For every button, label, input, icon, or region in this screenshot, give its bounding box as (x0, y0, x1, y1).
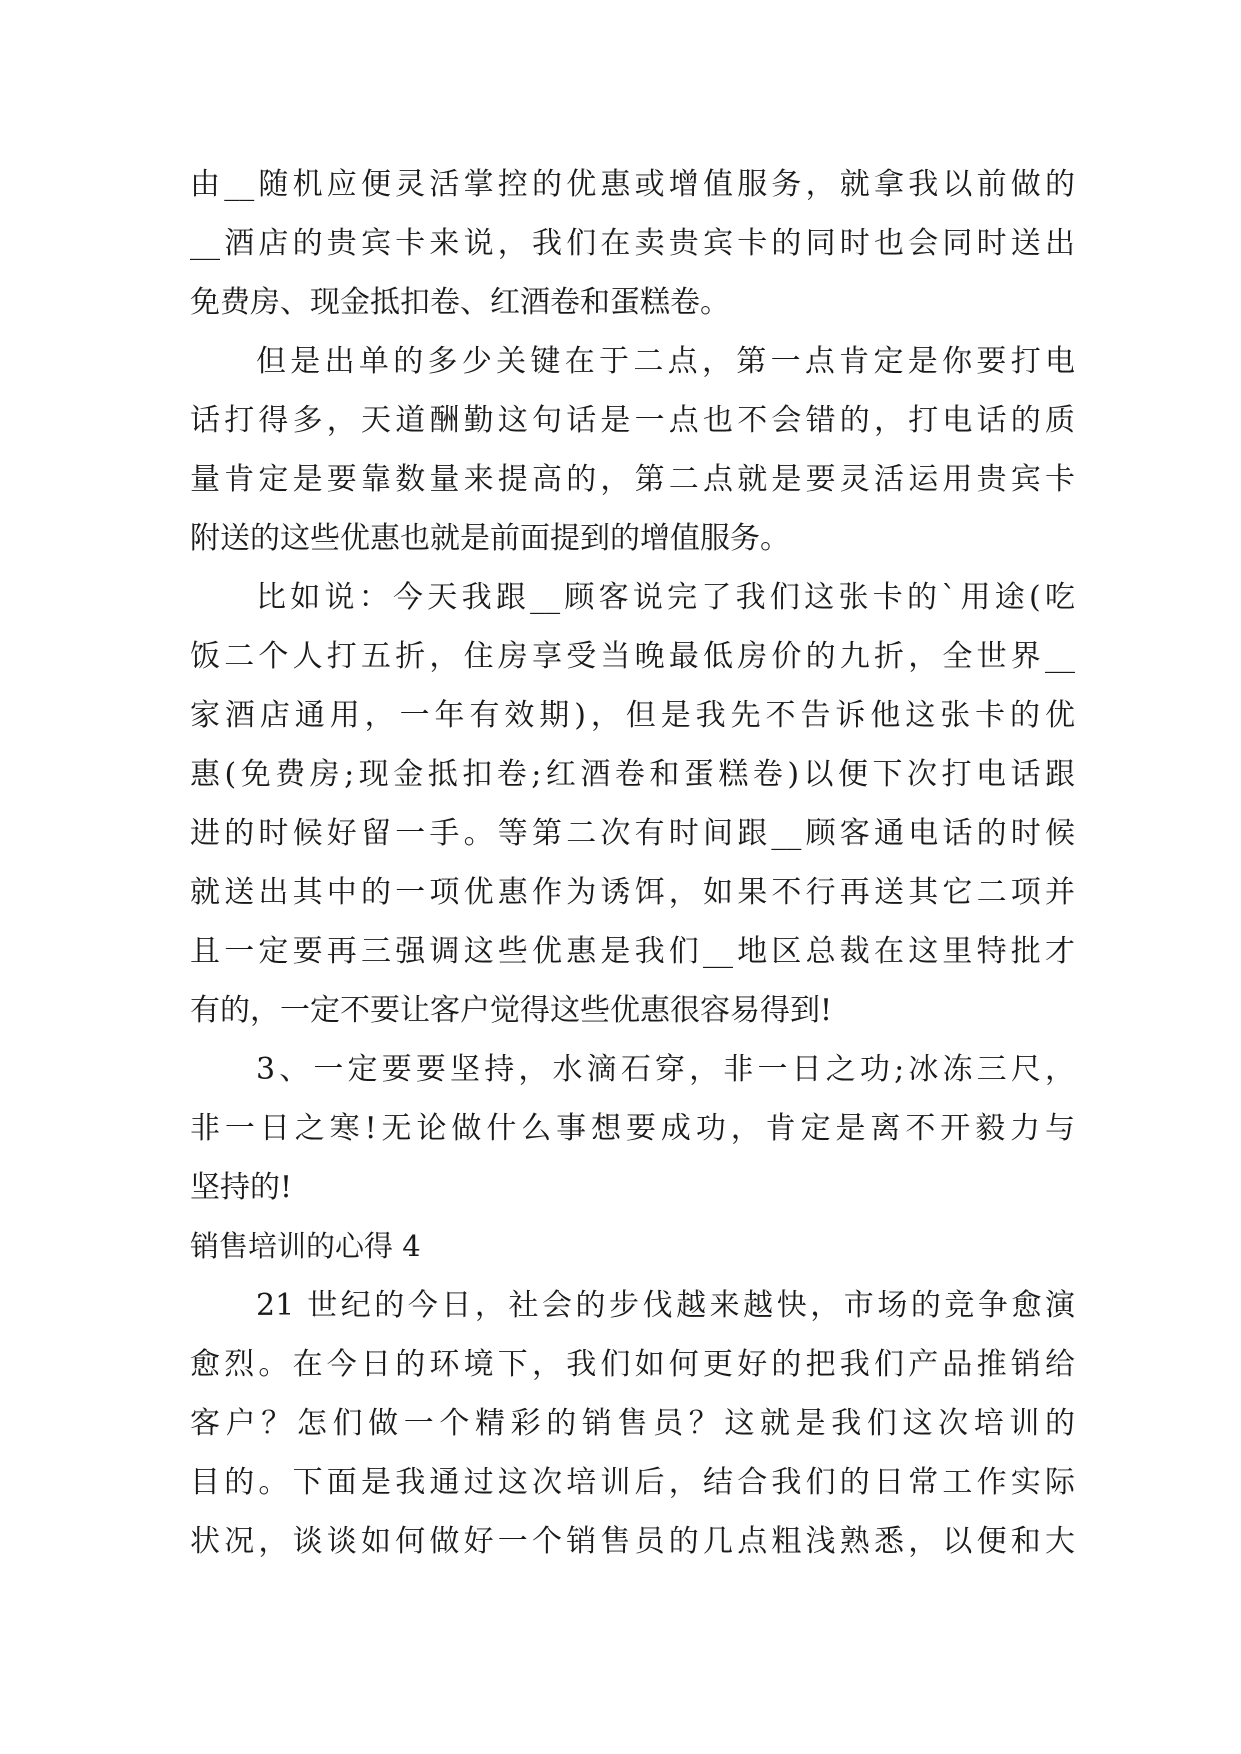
body-text (190, 155, 1075, 1571)
text-line: 惠(免费房;现金抵扣卷;红酒卷和蛋糕卷)以便下次打电话跟 (190, 757, 1075, 792)
text-line: 愈烈。在今日的环境下，我们如何更好的把我们产品推销给 (190, 1347, 1075, 1382)
text-line: 状况，谈谈如何做好一个销售员的几点粗浅熟悉，以便和大 (190, 1524, 1075, 1559)
text-line: 家酒店通用，一年有效期)，但是我先不告诉他这张卡的优 (190, 698, 1075, 733)
text-line: 饭二个人打五折，住房享受当晚最低房价的九折，全世界__ (190, 639, 1075, 674)
text-line: __酒店的贵宾卡来说，我们在卖贵宾卡的同时也会同时送出 (190, 226, 1075, 261)
text-line: 话打得多，天道酬勤这句话是一点也不会错的，打电话的质 (190, 403, 1075, 438)
paragraph-first-line: 但是出单的多少关键在于二点，第一点肯定是你要打电 (256, 344, 1075, 379)
section-heading: 销售培训的心得 4 (190, 1229, 421, 1263)
text-line: 附送的这些优惠也就是前面提到的增值服务。 (190, 521, 790, 556)
text-line: 免费房、现金抵扣卷、红酒卷和蛋糕卷。 (190, 285, 730, 320)
text-line: 坚持的! (190, 1170, 293, 1205)
text-line: 有的，一定不要让客户觉得这些优惠很容易得到! (190, 993, 833, 1028)
text-line: 目的。下面是我通过这次培训后，结合我们的日常工作实际 (190, 1465, 1075, 1500)
text-line: 非一日之寒!无论做什么事想要成功，肯定是离不开毅力与 (190, 1111, 1075, 1146)
text-line: 客户？怎们做一个精彩的销售员？这就是我们这次培训的 (190, 1406, 1075, 1441)
text-line: 量肯定是要靠数量来提高的，第二点就是要灵活运用贵宾卡 (190, 462, 1075, 497)
paragraph-first-line: 比如说：今天我跟__顾客说完了我们这张卡的`用途(吃 (256, 580, 1075, 615)
paragraph-first-line: 3、一定要要坚持，水滴石穿，非一日之功;冰冻三尺， (256, 1052, 1075, 1087)
text-line: 且一定要再三强调这些优惠是我们__地区总裁在这里特批才 (190, 934, 1075, 969)
text-line: 由__随机应便灵活掌控的优惠或增值服务，就拿我以前做的 (190, 167, 1075, 202)
text-line: 就送出其中的一项优惠作为诱饵，如果不行再送其它二项并 (190, 875, 1075, 910)
paragraph-first-line: 21 世纪的今日，社会的步伐越来越快，市场的竞争愈演 (256, 1288, 1075, 1323)
text-line: 进的时候好留一手。等第二次有时间跟__顾客通电话的时候 (190, 816, 1075, 851)
